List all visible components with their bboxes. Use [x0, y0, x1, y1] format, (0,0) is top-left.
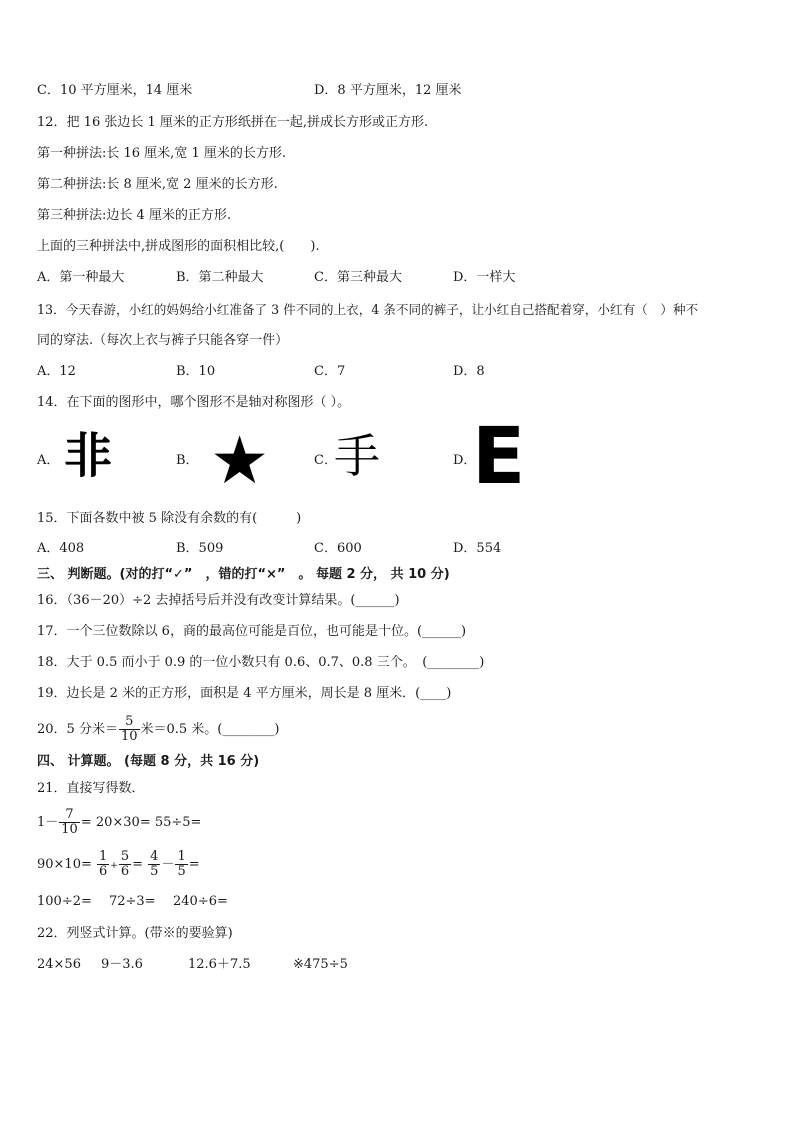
q14-option-a: A． [37, 453, 60, 468]
q19: 19．边长是 2 米的正方形，面积是 4 平方厘米，周长是 8 厘米．(____) [37, 686, 452, 701]
q15-stem: 15．下面各数中被 5 除没有余数的有( ) [37, 511, 302, 526]
q12-option-d: D．一样大 [453, 270, 516, 285]
q11-option-c: C．10 平方厘米，14 厘米 [37, 83, 193, 98]
q12-option-c: C．第三种最大 [314, 270, 402, 285]
q12-stem: 12．把 16 张边长 1 厘米的正方形纸拼在一起,拼成长方形或正方形. [37, 115, 429, 130]
q12-method-2: 第二种拼法:长 8 厘米,宽 2 厘米的长方形. [37, 177, 278, 192]
q13-option-a: A．12 [37, 364, 76, 379]
section-3-heading: 三、 判断题。(对的打“✓” ，错的打“×” 。 每题 2 分， 共 10 分) [37, 567, 450, 582]
q15-option-b: B．509 [176, 541, 224, 556]
q21-r2-eq-2: = [188, 857, 200, 872]
q21-r1-prefix: 1－ [37, 815, 59, 830]
q21-r2-eq-1: = [132, 857, 144, 872]
q20-denominator: 10 [120, 729, 138, 744]
q12-method-1: 第一种拼法:长 16 厘米,宽 1 厘米的长方形. [37, 146, 286, 161]
q21-r2-f1-num: 1 [99, 849, 108, 864]
q21-r1-numerator: 7 [59, 808, 80, 823]
q21-r2-fraction-2 [119, 850, 131, 879]
q20-suffix: 米＝0.5 米。(________) [140, 722, 280, 737]
q12-method-3: 第三种拼法:边长 4 厘米的正方形. [37, 208, 232, 223]
q21-r2-f3-num: 4 [150, 849, 159, 864]
q11-option-d: D．8 平方厘米，12 厘米 [314, 83, 462, 98]
q21-row-3-a: 100÷2= [37, 894, 92, 909]
q14-option-c: C． [314, 453, 337, 468]
q21-r2-f4-den: 5 [177, 864, 186, 879]
q13-stem-line2: 同的穿法.（每次上衣与裤子只能各穿一件） [37, 333, 289, 348]
q14-stem: 14．在下面的图形中，哪个图形不是轴对称图形（ ）。 [37, 395, 351, 410]
q20-fraction [119, 715, 140, 744]
q21-r1-fraction [59, 808, 80, 837]
q20 [37, 713, 279, 747]
q21-r2-fraction-4 [175, 850, 187, 879]
q21-r2-op-plus: + [110, 861, 118, 871]
q13-stem-line1: 13．今天春游，小红的妈妈给小红准备了 3 件不同的上衣，4 条不同的裤子，让小红自己搭配着穿，小红有（ ）种不 [37, 302, 699, 317]
q21-r2-f4-num: 1 [177, 849, 186, 864]
q21-r1-rest: = 20×30= 55÷5= [80, 815, 202, 830]
letter-e-figure: E [472, 412, 526, 502]
q21-r2-op-minus: － [161, 857, 175, 872]
q13-option-d: D．8 [453, 364, 485, 379]
section-4-heading: 四、 计算题。 (每题 8 分，共 16 分) [37, 754, 260, 769]
q17: 17．一个三位数除以 6，商的最高位可能是百位，也可能是十位。(______) [37, 624, 467, 639]
q15-option-a: A．408 [37, 541, 85, 556]
q20-prefix: 20．5 分米＝ [37, 722, 118, 737]
q14-option-d: D． [453, 453, 477, 468]
shou-character-figure: 手 [334, 429, 380, 483]
q13-option-c: C．7 [314, 364, 346, 379]
q12-question: 上面的三种拼法中,拼成图形的面积相比较,( ). [37, 239, 320, 254]
q14-option-b: B． [176, 453, 199, 468]
q13-option-b: B．10 [176, 364, 216, 379]
star-icon: ★ [210, 422, 270, 499]
q22-item-d: ※475÷5 [293, 957, 348, 972]
q22-item-c: 12.6＋7.5 [188, 957, 251, 972]
q22-item-a: 24×56 [37, 957, 81, 972]
q22-item-b: 9－3.6 [101, 957, 143, 972]
q12-option-b: B．第二种最大 [176, 270, 264, 285]
q21-row-1 [37, 806, 201, 840]
q16: 16．（36－20）÷2 去掉括号后并没有改变计算结果。(______) [37, 593, 400, 608]
q21-row-3-c: 240÷6= [173, 894, 228, 909]
q20-numerator: 5 [119, 715, 140, 730]
q21-r2-f2-den: 6 [120, 864, 130, 879]
q15-option-d: D．554 [453, 541, 502, 556]
q18: 18．大于 0.5 而小于 0.9 的一位小数只有 0.6、0.7、0.8 三个。 (________) [37, 655, 485, 670]
q21-row-2 [37, 848, 200, 883]
q22-stem: 22．列竖式计算。(带※的要验算) [37, 926, 233, 941]
q21-r2-f1-den: 6 [99, 864, 108, 879]
q15-option-c: C．600 [314, 541, 362, 556]
q21-r2-fraction-1 [97, 850, 109, 879]
q21-r1-denominator: 10 [61, 822, 78, 837]
q21-r2-fraction-3 [148, 850, 160, 879]
fei-character-figure: 非 [64, 428, 113, 484]
q12-option-a: A．第一种最大 [37, 270, 125, 285]
q21-stem: 21．直接写得数． [37, 781, 145, 796]
q21-row-3-b: 72÷3= [109, 894, 156, 909]
q21-r2-f3-den: 5 [150, 864, 159, 879]
q21-r2-prefix: 90×10= [37, 857, 92, 872]
q21-r2-f2-num: 5 [120, 849, 130, 864]
